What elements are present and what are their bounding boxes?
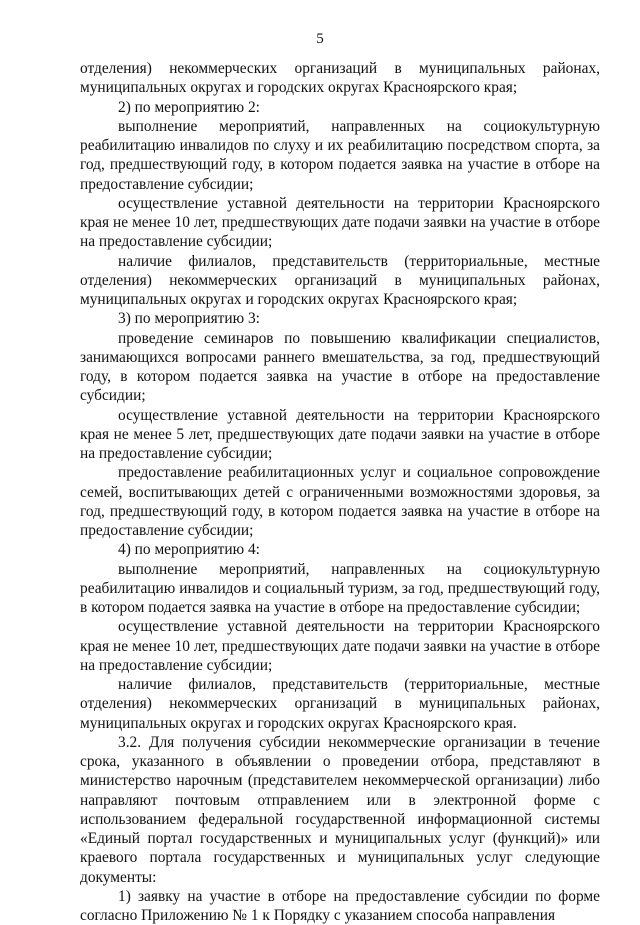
paragraph: наличие филиалов, представительств (территориальные, местные отделения) некоммерческих организаций в муниципальных районах, муниципальных округах и городских округах Красноярского края; — [80, 252, 600, 308]
paragraph: отделения) некоммерческих организаций в муниципальных районах, муниципальных округах и городских округах Красноярского края; — [80, 60, 600, 97]
body-text — [80, 59, 600, 925]
paragraph: 2) по мероприятию 2: — [118, 98, 260, 116]
paragraph: проведение семинаров по повышению квалификации специалистов, занимающихся вопросами раннего вмешательства, за год, предшествующий году, в котором подается заявка на участие в отборе на предоставление субсидии; — [80, 329, 600, 405]
paragraph: наличие филиалов, представительств (территориальные, местные отделения) некоммерческих организаций в муниципальных районах, муниципальных округах и городских округах Красноярского края. — [80, 676, 600, 732]
paragraph: осуществление уставной деятельности на территории Красноярского края не менее 10 лет, предшествующих дате подачи заявки на участие в отборе на предоставление субсидии; — [80, 194, 600, 251]
paragraph: осуществление уставной деятельности на территории Красноярского края не менее 10 лет, предшествующих дате подачи заявки на участие в отборе на предоставление субсидии; — [80, 618, 600, 674]
paragraph: 1) заявку на участие в отборе на предоставление субсидии по форме согласно Приложению № 1 к Порядку с указанием способа направления — [80, 887, 600, 924]
paragraph: 3.2. Для получения субсидии некоммерческие организации в течение срока, указанного в объявлении о проведении отбора, представляют в министерство нарочным (представителем некоммерческой организации) либо направляют почтовым отправлением или в электронной форме с использованием федеральной государственной информационной системы «Единый портал государственных и муниципальных услуг (функций)» или краевого портала государственных и муниципальных услуг следующие документы: — [80, 733, 600, 886]
page-number: 5 — [316, 31, 324, 47]
paragraph: 4) по мероприятию 4: — [118, 541, 260, 559]
paragraph: 3) по мероприятию 3: — [118, 310, 260, 328]
paragraph: осуществление уставной деятельности на территории Красноярского края не менее 5 лет, предшествующих дате подачи заявки на участие в отборе на предоставление субсидии; — [80, 406, 600, 462]
paragraph: предоставление реабилитационных услуг и социальное сопровождение семей, воспитывающих детей с ограниченными возможностями здоровья, за год, предшествующий году, в котором подается заявка на участие в отборе на предоставление субсидии; — [80, 464, 600, 539]
paragraph: выполнение мероприятий, направленных на социокультурную реабилитацию инвалидов по слуху и их реабилитацию посредством спорта, за год, предшествующий году, в котором подается заявка на участие в отборе на предоставление субсидии; — [80, 117, 600, 193]
paragraph: выполнение мероприятий, направленных на социокультурную реабилитацию инвалидов и социальный туризм, за год, предшествующий году, в котором подается заявка на участие в отборе на предоставление субсидии; — [80, 560, 600, 616]
